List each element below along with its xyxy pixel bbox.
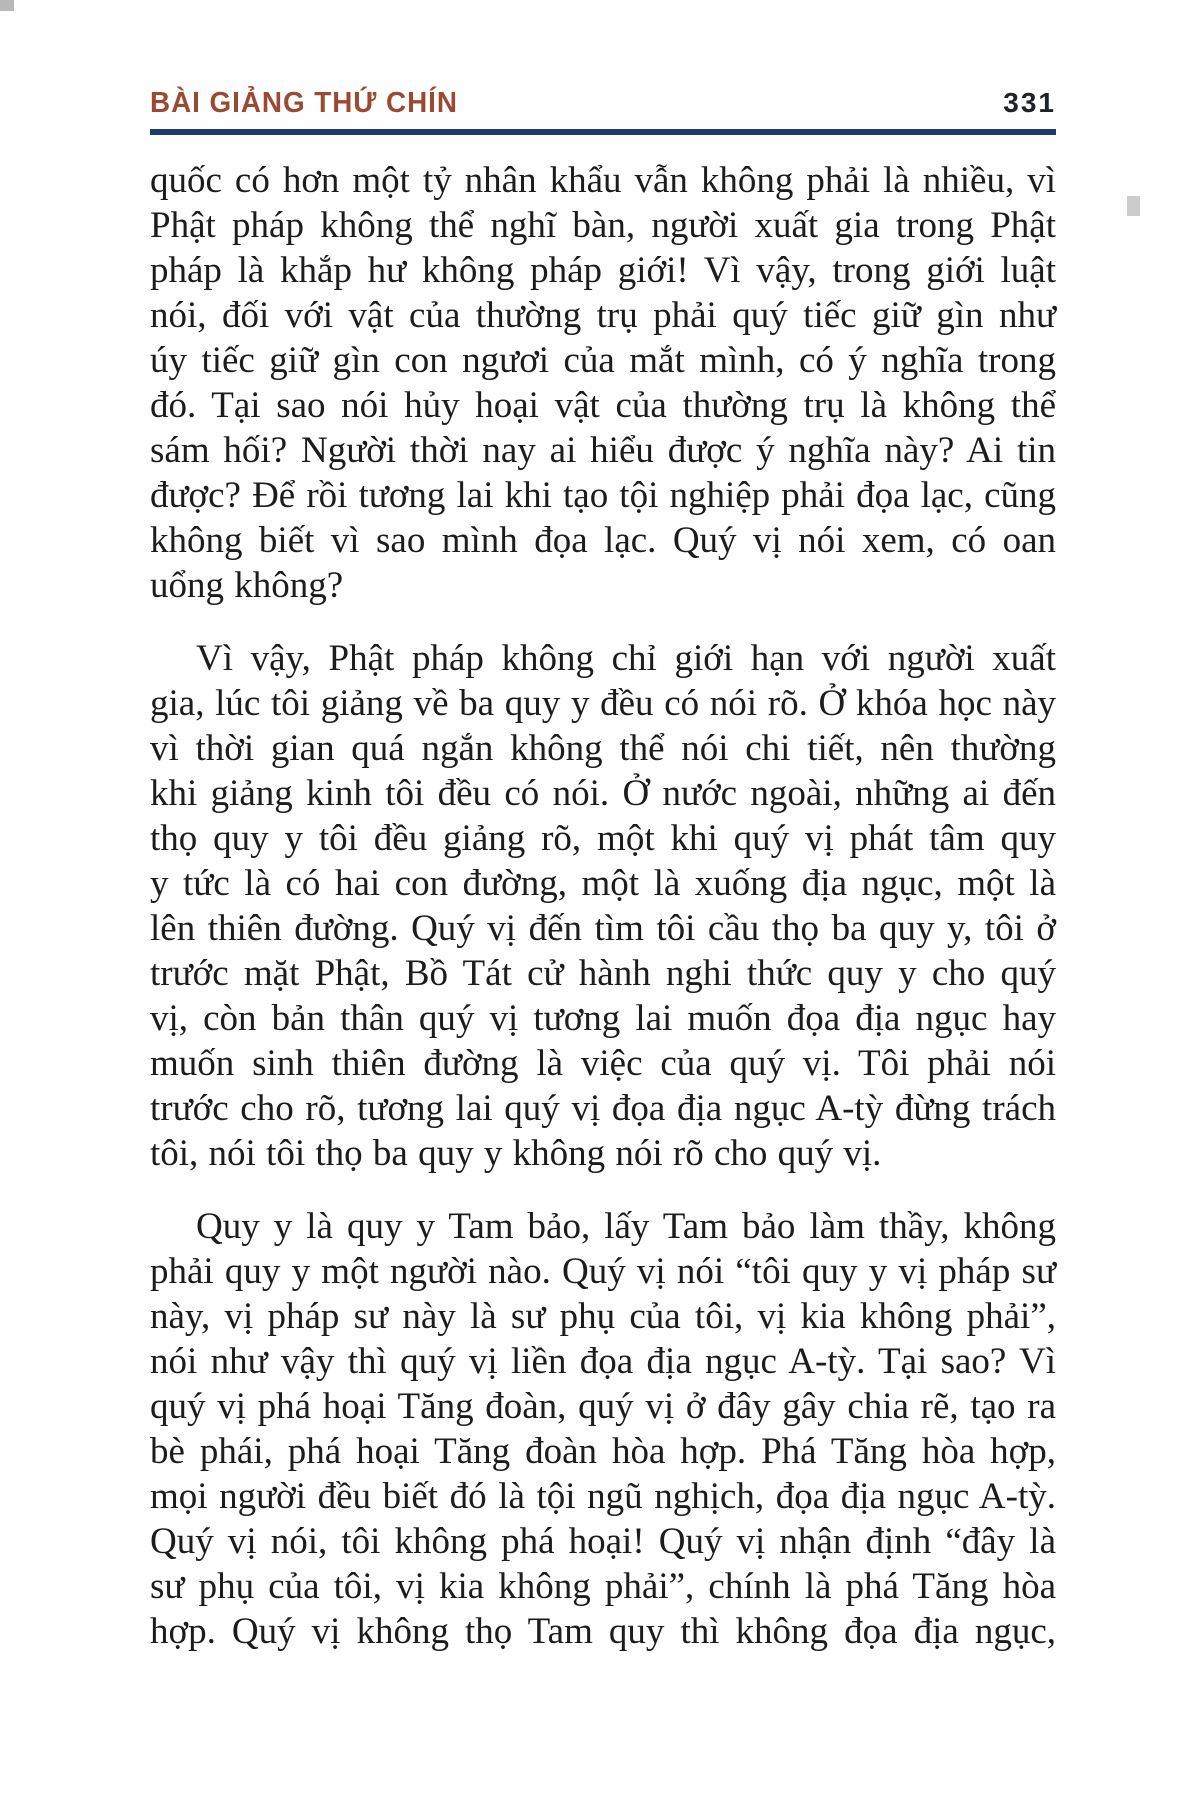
text-line: quốc có hơn một tỷ nhân khẩu vẫn không phải là nhiều, vì [150,160,1056,201]
text-line: vì thời gian quá ngắn không thể nói chi tiết, nên thường [150,728,1056,769]
paragraph [150,636,1056,1176]
text-line: uổng không? [150,565,344,606]
text-line: được? Để rồi tương lai khi tạo tội nghiệp phải đọa lạc, cũng [150,475,1056,516]
scan-artifact [0,0,14,11]
text-line: sư phụ của tôi, vị kia không phải”, chính là phá Tăng hòa [150,1566,1056,1607]
text-line: vị, còn bản thân quý vị tương lai muốn đọa địa ngục hay [150,998,1056,1039]
text-line: gia, lúc tôi giảng về ba quy y đều có nói rõ. Ở khóa học này [150,683,1056,724]
text-line: nói, đối với vật của thường trụ phải quý tiếc giữ gìn như [150,295,1056,336]
text-line: nói như vậy thì quý vị liền đọa địa ngục A-tỳ. Tại sao? Vì [150,1341,1056,1382]
page-number: 331 [1003,87,1056,118]
text-line: thọ quy y tôi đều giảng rõ, một khi quý vị phát tâm quy [150,818,1056,859]
text-line: phải quy y một người nào. Quý vị nói “tôi quy y vị pháp sư [150,1251,1056,1292]
text-line: trước mặt Phật, Bồ Tát cử hành nghi thức quy y cho quý [150,953,1056,994]
text-line: Quý vị nói, tôi không phá hoại! Quý vị nhận định “đây là [150,1521,1056,1562]
text-line: không biết vì sao mình đọa lạc. Quý vị nói xem, có oan [150,520,1056,561]
text-line: hợp. Quý vị không thọ Tam quy thì không đọa địa ngục, [150,1611,1056,1652]
text-line: lên thiên đường. Quý vị đến tìm tôi cầu thọ ba quy y, tôi ở [150,908,1056,949]
text-line: pháp là khắp hư không pháp giới! Vì vậy, trong giới luật [150,250,1056,291]
paragraph [150,1204,1056,1654]
text-line: trước cho rõ, tương lai quý vị đọa địa ngục A-tỳ đừng trách [150,1088,1056,1129]
running-header [150,88,1056,118]
text-line: tôi, nói tôi thọ ba quy y không nói rõ cho quý vị. [150,1133,882,1174]
text-line: úy tiếc giữ gìn con ngươi của mắt mình, có ý nghĩa trong [150,340,1056,381]
text-line: y tức là có hai con đường, một là xuống địa ngục, một là [150,863,1056,904]
page-content [150,88,1056,1654]
header-rule [150,129,1056,135]
text-line: sám hối? Người thời nay ai hiểu được ý nghĩa này? Ai tin [150,430,1056,471]
text-line: Phật pháp không thể nghĩ bàn, người xuất gia trong Phật [150,205,1056,246]
text-line: khi giảng kinh tôi đều có nói. Ở nước ngoài, những ai đến [150,773,1056,814]
scan-artifact [1127,196,1140,216]
text-line: mọi người đều biết đó là tội ngũ nghịch, đọa địa ngục A-tỳ. [150,1476,1056,1517]
paragraph [150,158,1056,608]
chapter-title: BÀI GIẢNG THỨ CHÍN [150,87,458,119]
page-body-text [150,158,1056,1654]
text-line: này, vị pháp sư này là sư phụ của tôi, vị kia không phải”, [150,1296,1056,1337]
text-line: quý vị phá hoại Tăng đoàn, quý vị ở đây gây chia rẽ, tạo ra [150,1386,1056,1427]
text-line: Vì vậy, Phật pháp không chỉ giới hạn với người xuất [196,638,1056,679]
text-line: muốn sinh thiên đường là việc của quý vị. Tôi phải nói [150,1043,1056,1084]
text-line: Quy y là quy y Tam bảo, lấy Tam bảo làm thầy, không [196,1206,1056,1247]
text-line: đó. Tại sao nói hủy hoại vật của thường trụ là không thể [150,385,1056,426]
text-line: bè phái, phá hoại Tăng đoàn hòa hợp. Phá Tăng hòa hợp, [150,1431,1056,1472]
